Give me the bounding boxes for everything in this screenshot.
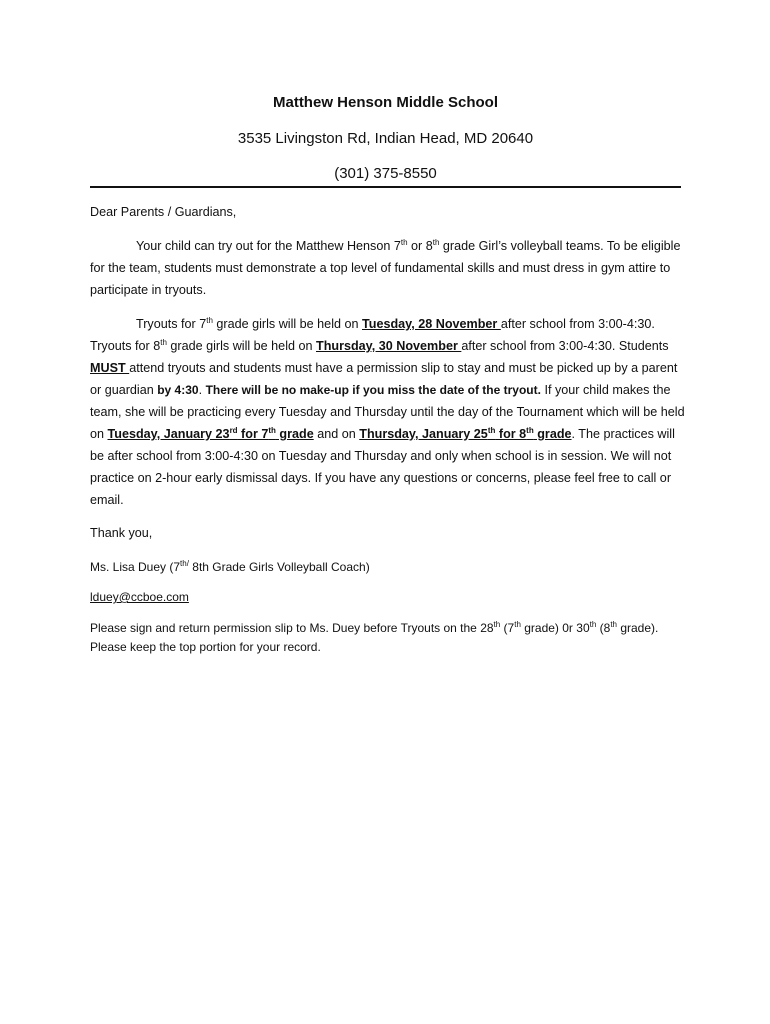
note-text-d: (8 (596, 621, 611, 635)
note-text-a: Please sign and return permission slip to Ms. Duey before Tryouts on the 28 (90, 621, 494, 635)
note-sup-3: th (589, 620, 597, 629)
school-name: Matthew Henson Middle School (272, 94, 498, 111)
p2-text-i: and on (313, 427, 360, 441)
t2-text-a: Thursday, January 25 (359, 427, 488, 441)
must-emphasis: MUST (90, 361, 130, 375)
p2-text-a: Tryouts for 7 (136, 317, 207, 331)
no-makeup-notice: There will be no make-up if you miss the date of the tryout. (205, 383, 541, 397)
note-sup-4: th (610, 620, 617, 629)
header-divider (90, 186, 681, 188)
p1-text-b: or 8 (407, 239, 433, 253)
p2-text-e: after school from 3:00-4:30. Students (461, 339, 669, 353)
coach-email-link[interactable]: lduey@ccboe.com (90, 590, 189, 604)
pickup-time: by 4:30 (157, 383, 199, 397)
tournament-date-8th (359, 427, 571, 441)
p2-sup-a: th (206, 316, 213, 325)
p1-text-c: grade Girl’s volleyball teams. To be eligible for the team, students must demonstrate a top level of fundamental skills and must dress in gym attire to participate in tryouts. (90, 239, 681, 297)
p2-text-g: . (198, 383, 206, 397)
t1-text-a: Tuesday, January 23 (107, 427, 230, 441)
note-text-e: grade). Please keep the top portion for your record. (90, 621, 659, 654)
p2-text-f: attend tryouts and students must have a permission slip to stay and must be picked up by a parent or guardian (90, 361, 678, 397)
coach-signature (90, 558, 690, 577)
t2-text-b: for 8 (495, 427, 527, 441)
note-text-b: (7 (500, 621, 515, 635)
t1-text-b: for 7 (237, 427, 269, 441)
t1-sup-2: th (268, 426, 276, 435)
t1-text-c: grade (275, 427, 314, 441)
signature-sup: th/ (180, 559, 189, 568)
t2-text-c: grade (533, 427, 572, 441)
signature-text-b: 8th Grade Girls Volleyball Coach) (188, 560, 370, 574)
tryout-date-7th: Tuesday, 28 November (362, 317, 501, 331)
t1-sup-1: rd (229, 426, 238, 435)
salutation: Dear Parents / Guardians, (90, 205, 237, 219)
school-address: 3535 Livingston Rd, Indian Head, MD 20640 (237, 130, 534, 147)
permission-slip-note (90, 619, 690, 657)
note-sup-2: th (514, 620, 521, 629)
tournament-date-7th (108, 427, 314, 441)
closing: Thank you, (90, 526, 153, 540)
coach-email-line (90, 588, 690, 607)
p1-sup-2: th (432, 238, 440, 247)
tryout-date-8th: Thursday, 30 November (316, 339, 462, 353)
p2-text-h: If your child makes the team, she will be practicing every Tuesday and Thursday until the day of the Tournament which will be held on (90, 383, 685, 441)
school-phone: (301) 375-8550 (334, 165, 437, 182)
p2-text-c: after school from 3:00-4:30. Tryouts for 8 (90, 317, 655, 353)
p2-text-b: grade girls will be held on (212, 317, 362, 331)
note-text-c: grade) 0r 30 (520, 621, 590, 635)
paragraph-eligibility (90, 235, 690, 301)
note-sup-1: th (493, 620, 501, 629)
p1-text-a: Your child can try out for the Matthew Henson 7 (136, 239, 401, 253)
p1-sup-1: th (400, 238, 408, 247)
p2-sup-c: th (160, 338, 167, 347)
p2-text-d: grade girls will be held on (166, 339, 316, 353)
p2-text-j: . The practices will be after school from 3:00-4:30 on Tuesday and Thursday and only when school is in session. We will not practice on 2-hour early dismissal days. If you have any questions or concerns, please feel free to call or email. (90, 427, 675, 507)
paragraph-tryouts (90, 313, 690, 511)
t2-sup-1: th (487, 426, 496, 435)
signature-text-a: Ms. Lisa Duey (7 (90, 560, 181, 574)
t2-sup-2: th (526, 426, 534, 435)
